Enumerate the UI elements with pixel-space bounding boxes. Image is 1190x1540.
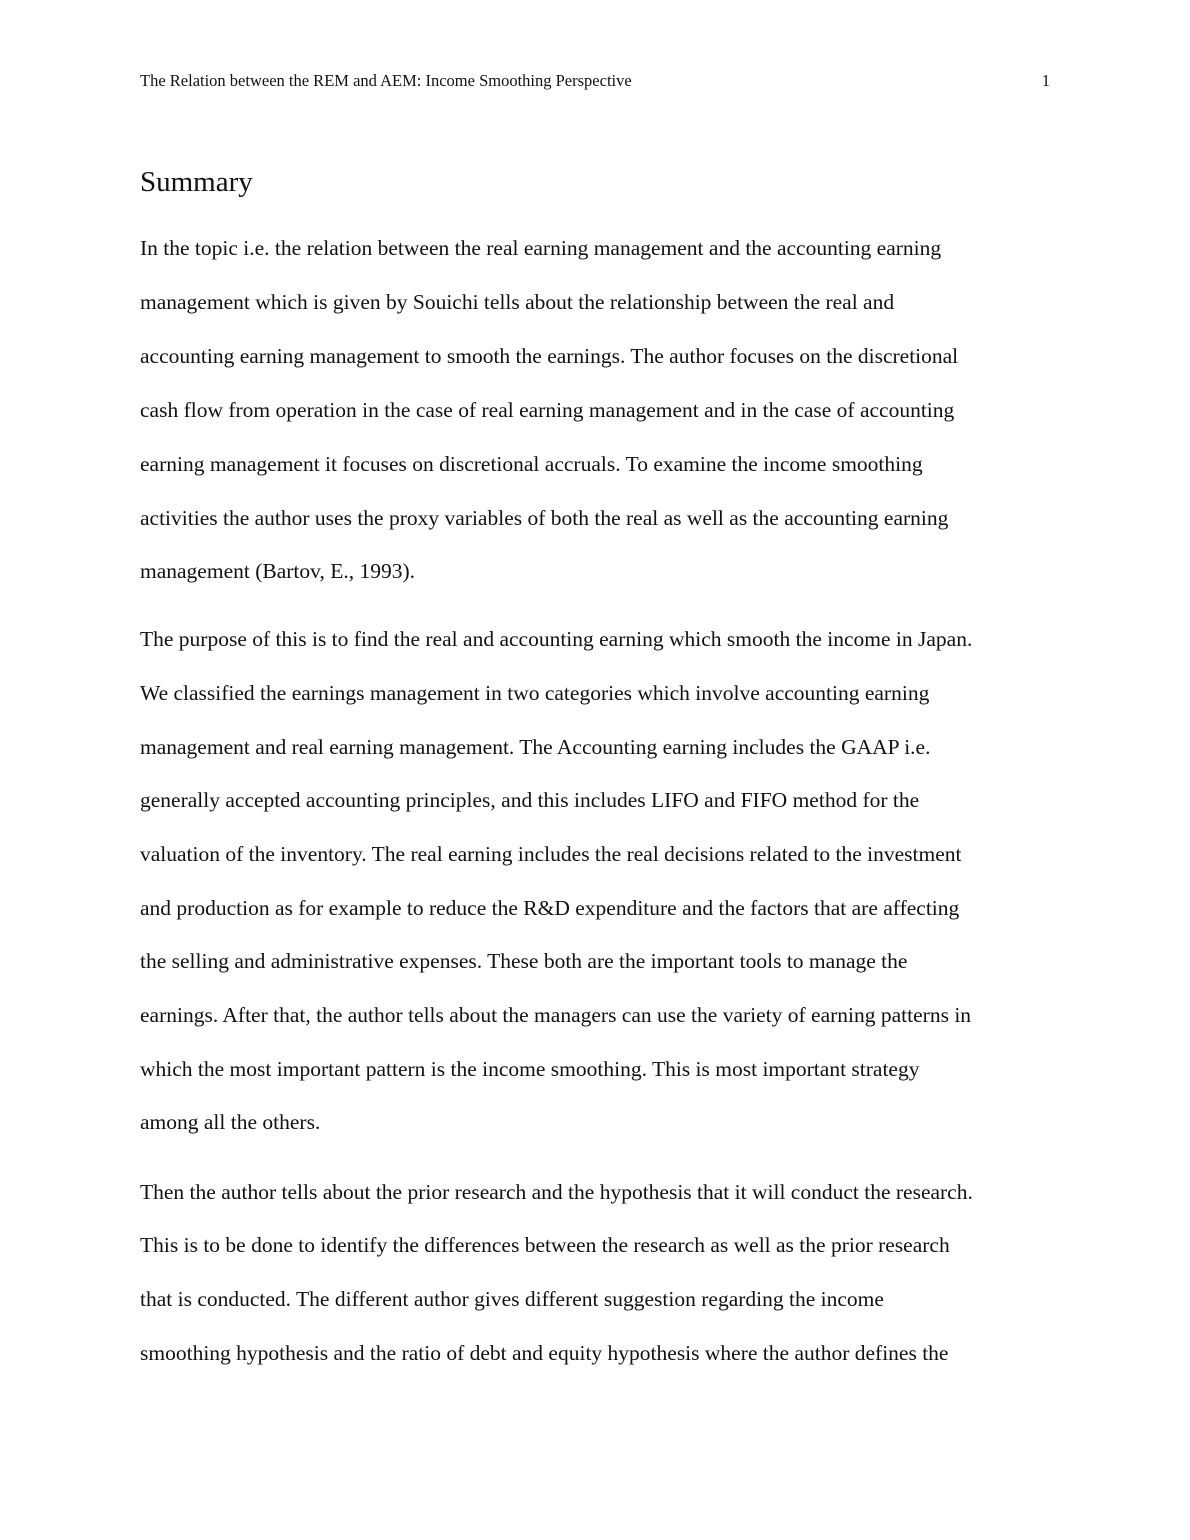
text-line: which the most important pattern is the income smoothing. This is most important strategy [140, 1057, 920, 1081]
running-head [140, 70, 1050, 92]
text-line: We classified the earnings management in two categories which involve accounting earning [140, 681, 930, 705]
text-line: management (Bartov, E., 1993). [140, 559, 416, 583]
text-line: valuation of the inventory. The real earning includes the real decisions related to the investment [140, 842, 962, 866]
text-line: Then the author tells about the prior research and the hypothesis that it will conduct the research. [140, 1180, 973, 1204]
text-line: This is to be done to identify the differences between the research as well as the prior research [140, 1233, 950, 1257]
section-heading: Summary [140, 166, 253, 198]
running-head-title: The Relation between the REM and AEM: Income Smoothing Perspective [140, 71, 632, 90]
text-line: generally accepted accounting principles, and this includes LIFO and FIFO method for the [140, 788, 920, 812]
text-line: that is conducted. The different author gives different suggestion regarding the income [140, 1287, 884, 1311]
text-line: among all the others. [140, 1110, 321, 1134]
text-line: The purpose of this is to find the real and accounting earning which smooth the income in Japan. [140, 627, 973, 651]
text-line: activities the author uses the proxy variables of both the real as well as the accounting earning [140, 506, 949, 530]
text-line: management and real earning management. The Accounting earning includes the GAAP i.e. [140, 735, 931, 759]
text-line: and production as for example to reduce the R&D expenditure and the factors that are affecting [140, 896, 960, 920]
text-line: management which is given by Souichi tells about the relationship between the real and [140, 290, 895, 314]
text-line: cash flow from operation in the case of real earning management and in the case of accounting [140, 398, 955, 422]
text-line: the selling and administrative expenses. These both are the important tools to manage the [140, 949, 908, 973]
text-line: smoothing hypothesis and the ratio of debt and equity hypothesis where the author defines the [140, 1341, 949, 1365]
text-line: accounting earning management to smooth the earnings. The author focuses on the discretional [140, 344, 959, 368]
text-line: earning management it focuses on discretional accruals. To examine the income smoothing [140, 452, 923, 476]
text-line: earnings. After that, the author tells about the managers can use the variety of earning patterns in [140, 1003, 972, 1027]
page-number: 1 [1041, 71, 1050, 90]
text-line: In the topic i.e. the relation between the real earning management and the accounting earning [140, 236, 942, 260]
